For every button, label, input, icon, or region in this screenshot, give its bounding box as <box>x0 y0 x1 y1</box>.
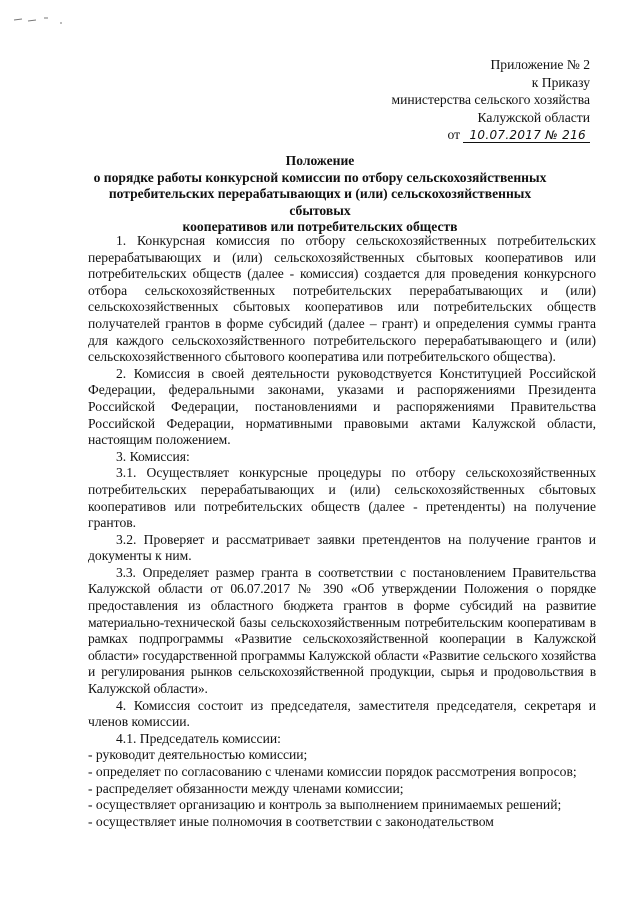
handwritten-date: 10.07.2017 № 216 <box>463 128 590 143</box>
order-date-line <box>370 126 590 145</box>
order-reference: к Приказу <box>531 74 590 90</box>
title-line-3: кооперативов или потребительских обществ <box>182 219 458 234</box>
appendix-header <box>370 56 590 145</box>
appendix-number: Приложение № 2 <box>490 57 590 72</box>
list-item: - осуществляет иные полномочия в соответствии с законодательством <box>88 813 494 829</box>
ministry-name: министерства сельского хозяйства <box>391 92 590 107</box>
document-body <box>88 233 596 830</box>
paragraph-3-1: 3.1. Осуществляет конкурсные процедуры по отбору сельскохозяйственных потребительских перерабатывающих и (или) сельскохозяйственных сбытовых кооперативов или потребительских обществ (далее - претенденты) на получение грантов. <box>88 465 596 531</box>
date-prefix: от <box>447 127 461 142</box>
list-item: - определяет по согласованию с членами комиссии порядок рассмотрения вопросов; <box>88 764 577 779</box>
paragraph-1: 1. Конкурсная комиссия по отбору сельскохозяйственных потребительских перерабатывающих и (или) сельскохозяйственных сбытовых кооперативов или потребительских обществ (далее - комиссия) создается для проведения конкурсного отбора сельскохозяйственных потребительских перерабатывающих и (или) сельскохозяйственных сбытовых кооперативов или потребительских обществ получателей грантов в форме субсидий (далее – грант) и определения суммы гранта для каждого сельскохозяйственного потребительского перерабатывающего и (или) сельскохозяйственного сбытового кооператива или потребительского общества). <box>88 233 596 365</box>
title-heading: Положение <box>285 153 355 168</box>
document-title <box>90 153 550 236</box>
list-item: - осуществляет организацию и контроль за выполнением принимаемых решений; <box>88 797 562 813</box>
paragraph-4: 4. Комиссия состоит из председателя, заместителя председателя, секретаря и членов комиссии. <box>88 697 596 730</box>
paragraph-3: 3. Комиссия: <box>116 448 190 464</box>
title-line-2: потребительских перерабатывающих и (или) сельскохозяйственных сбытовых <box>108 186 532 218</box>
list-item: - распределяет обязанности между членами комиссии; <box>88 780 404 796</box>
region-name: Калужской области <box>477 109 590 125</box>
title-line-1: о порядке работы конкурсной комиссии по отбору сельскохозяйственных <box>93 169 547 185</box>
paragraph-4-1: 4.1. Председатель комиссии: <box>116 730 281 746</box>
paragraph-3-2: 3.2. Проверяет и рассматривает заявки претендентов на получение грантов и документы к ним. <box>88 531 596 564</box>
paragraph-2: 2. Комиссия в своей деятельности руководствуется Конституцией Российской Федерации, федеральными законами, указами и распоряжениями Президента Российской Федерации, постановлениями и распоряжениями Правительства Российской Федерации, нормативными правовыми актами Калужской области, настоящим положением. <box>88 365 596 448</box>
scan-artifact <box>10 14 90 30</box>
list-item: - руководит деятельностью комиссии; <box>88 747 308 763</box>
paragraph-3-3: 3.3. Определяет размер гранта в соответствии с постановлением Правительства Калужской области от 06.07.2017 № 390 «Об утверждении Положения о порядке предоставления из областного бюджета грантов в форме субсидий на развитие материально-технической базы сельскохозяйственным потребительским кооперативам в рамках подпрограммы «Развитие сельскохозяйственной кооперации в Калужской области» государственной программы Калужской области «Развитие сельского хозяйства и регулирования рынков сельскохозяйственной продукции, сырья и продовольствия в Калужской области». <box>88 564 596 697</box>
